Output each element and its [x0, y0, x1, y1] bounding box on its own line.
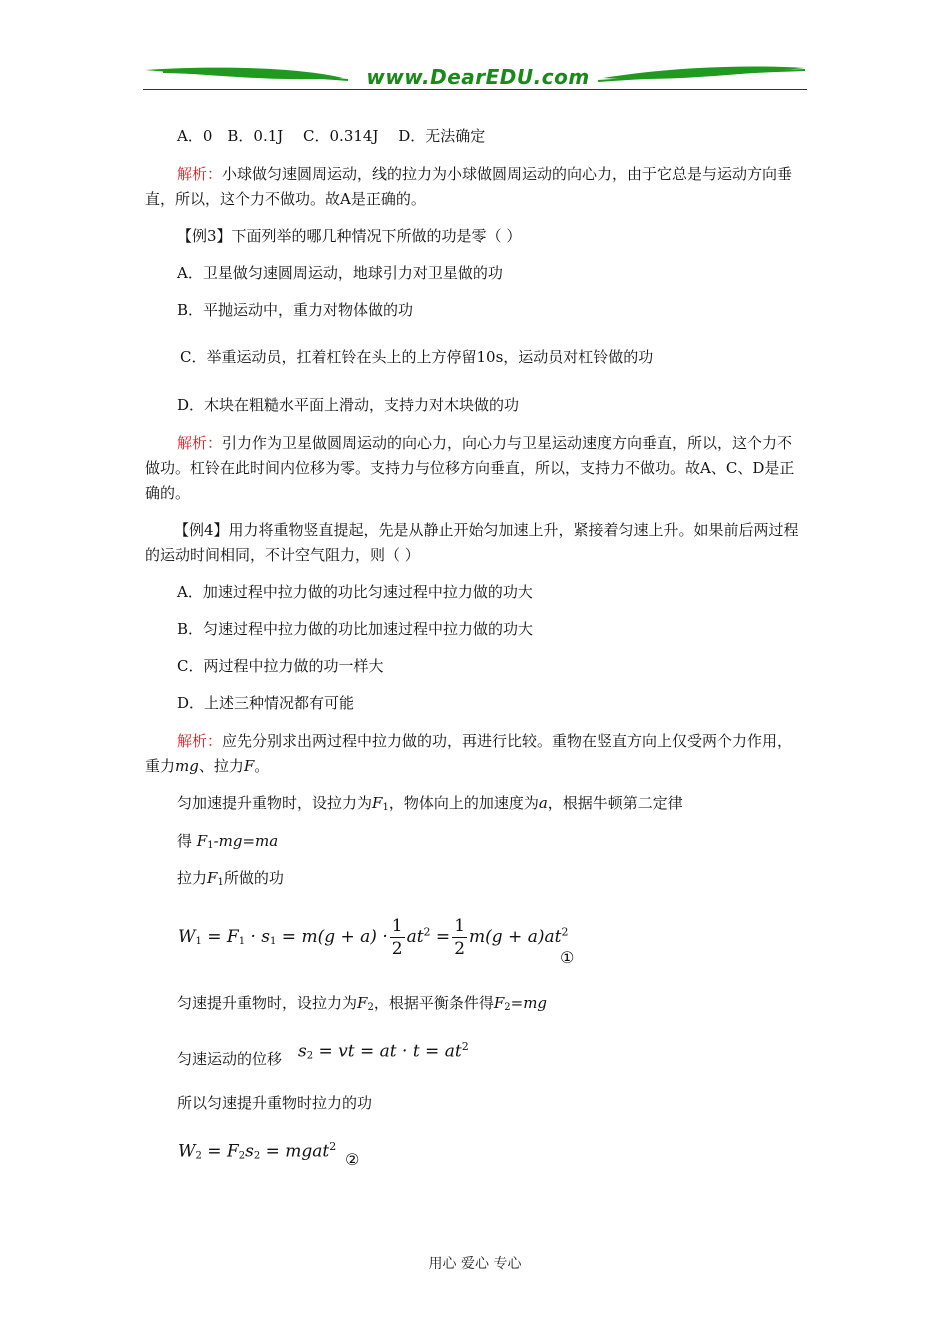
- analysis-label: 解析：: [177, 434, 223, 452]
- q3-option-c: C．举重运动员，扛着杠铃在头上的上方停留10s，运动员对杠铃做的功: [180, 348, 654, 366]
- q4-option-b: B．匀速过程中拉力做的功比加速过程中拉力做的功大: [177, 620, 534, 638]
- page-footer: 用心 爱心 专心: [428, 1256, 522, 1272]
- q3-option-d: D．木块在粗糙水平面上滑动，支持力对木块做的功: [177, 396, 520, 414]
- q3-stem: 【例3】下面列举的哪几种情况下所做的功是零（ ）: [177, 227, 522, 245]
- q4-analysis: 解析：应先分别求出两过程中拉力做的功，再进行比较。重物在竖直方向上仅受两个力作用，重力mg、拉力F。: [145, 732, 793, 775]
- brand-logo-text[interactable]: www.DearEDU.com: [366, 65, 590, 89]
- equation-number-2: ②: [345, 1150, 360, 1169]
- q4-displacement-label: 匀速运动的位移: [177, 1050, 283, 1068]
- equation-s2: $s_2$ = vt = at · $t = at^2$: [298, 1040, 469, 1062]
- q4-work1-label: 拉力$F_1$所做的功: [177, 869, 284, 888]
- q4-so-line: 所以匀速提升重物时拉力的功: [177, 1094, 373, 1112]
- q3-analysis: 解析：引力作为卫星做圆周运动的向心力，向心力与卫星运动速度方向垂直，所以，这个力不做功。杠铃在此时间内位移为零。支持力与位移方向垂直，所以，支持力不做功。故A、C、D是正确的。: [145, 434, 795, 502]
- q4-step-accel: 匀加速提升重物时，设拉力为$F_1$，物体向上的加速度为a，根据牛顿第二定律: [177, 794, 683, 813]
- q4-option-c: C．两过程中拉力做的功一样大: [177, 657, 384, 675]
- q3-option-a: A．卫星做匀速圆周运动，地球引力对卫星做的功: [177, 264, 503, 282]
- header-divider: [143, 89, 807, 90]
- equation-w1: $W_1 = F_1 \cdot s_1 = m(g + a)$ · $\frac{1}{2}$ $at^2$ = $\frac{1}{2}$ $m(g + a)at^2$: [178, 916, 569, 959]
- q4-step-uniform: 匀速提升重物时，设拉力为$F_2$，根据平衡条件得$F_2=mg$: [177, 994, 548, 1013]
- q4-stem: 【例4】用力将重物竖直提起，先是从静止开始匀加速上升，紧接着匀速上升。如果前后两过程的运动时间相同，不计空气阻力，则（ ）: [145, 521, 799, 564]
- q4-option-a: A．加速过程中拉力做的功比匀速过程中拉力做的功大: [177, 583, 533, 601]
- q4-option-d: D．上述三种情况都有可能: [177, 694, 355, 712]
- q2-options: A．0 B．0.1J C．0.314J D．无法确定: [177, 127, 486, 145]
- q4-newton-equation: 得 $F_1-mg=ma$: [177, 832, 279, 851]
- analysis-label: 解析：: [177, 732, 223, 750]
- q3-option-b: B．平抛运动中，重力对物体做的功: [177, 301, 414, 319]
- analysis-label: 解析：: [177, 165, 223, 183]
- q2-analysis: 解析：小球做匀速圆周运动，线的拉力为小球做圆周运动的向心力，由于它总是与运动方向垂直，所以，这个力不做功。故A是正确的。: [145, 165, 793, 208]
- page-header: [143, 62, 807, 92]
- equation-w2: $W_2 = F_2s_2$ = mgat$^2$: [178, 1140, 337, 1162]
- equation-number-1: ①: [560, 948, 575, 967]
